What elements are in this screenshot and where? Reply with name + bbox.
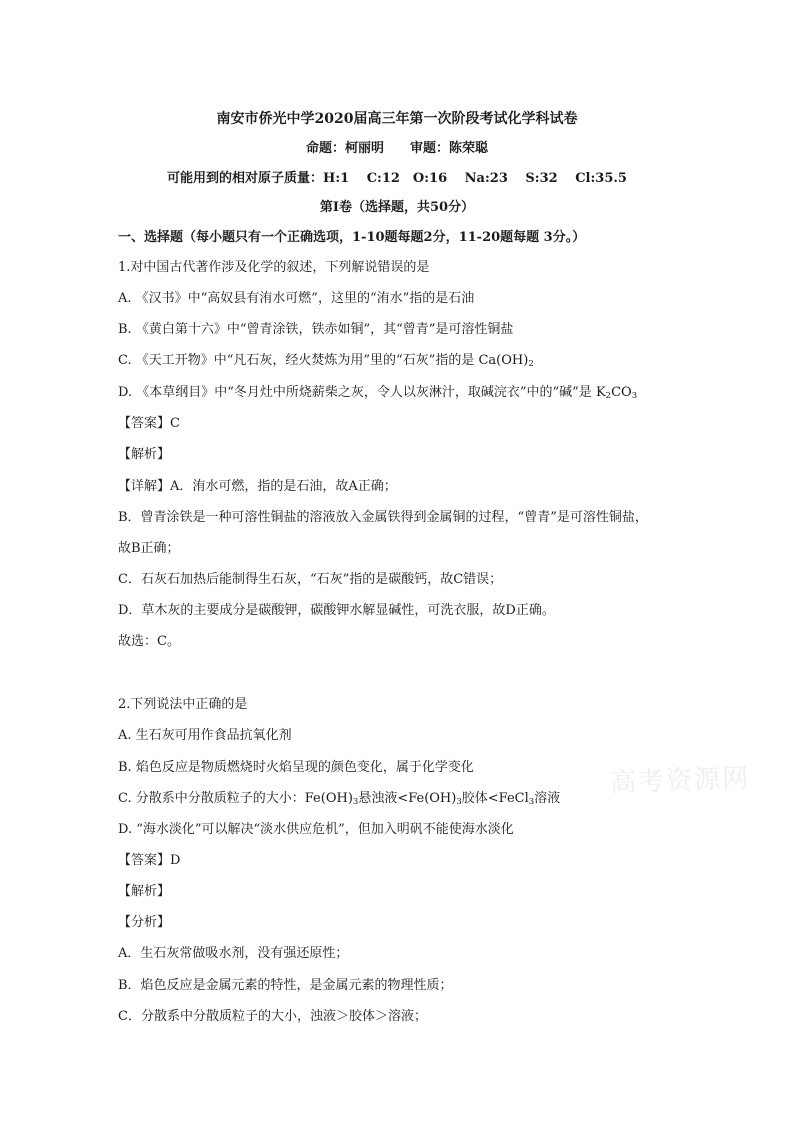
volume-heading: 第Ⅰ卷（选择题，共50分）: [319, 200, 475, 215]
q1-choice: 故选：C。: [118, 634, 180, 649]
q2-option-c-mid2: 胶体<FeCl: [461, 791, 529, 806]
q1-stem: 1.对中国古代著作涉及化学的叙述，下列解说错误的是: [118, 260, 430, 275]
q1-detail-c: C．石灰石加热后能制得生石灰，“石灰”指的是碳酸钙，故C错误；: [118, 572, 503, 587]
q1-option-d-sub2: 3: [631, 391, 638, 401]
authors-line: 命题：柯丽明 审题：陈荣聪: [305, 141, 488, 156]
q2-option-c-sub1: 3: [352, 797, 359, 807]
q2-option-c: [118, 790, 560, 811]
q2-option-b: B. 焰色反应是物质燃烧时火焰呈现的颜色变化，属于化学变化: [118, 760, 474, 775]
q2-option-c-text: C. 分散系中分散质粒子的大小：Fe(OH): [118, 791, 353, 806]
q2-option-c-end: 溶液: [534, 791, 561, 806]
watermark: 高考资源网: [609, 763, 751, 799]
exam-title: 南安市侨光中学2020届高三年第一次阶段考试化学科试卷: [216, 111, 578, 127]
q1-option-c-sub: 2: [528, 359, 534, 369]
q1-option-c: [118, 352, 534, 373]
q2-option-c-sub3: 3: [528, 797, 535, 807]
q1-analysis-label: 【解析】: [118, 447, 171, 462]
q2-note-c: C．分散系中分散质粒子的大小，浊液＞胶体＞溶液；: [118, 1009, 427, 1024]
section-heading: 一、选择题（每小题只有一个正确选项，1-10题每题2分，11-20题每题 3分。）: [118, 230, 586, 245]
q2-option-a: A. 生石灰可用作食品抗氧化剂: [118, 728, 292, 743]
q1-detail-d: D．草木灰的主要成分是碳酸钾，碳酸钾水解显碱性，可洗衣服，故D正确。: [118, 603, 555, 618]
q2-answer: 【答案】D: [118, 853, 181, 868]
q1-detail-b1: B．曾青涂铁是一种可溶性铜盐的溶液放入金属铁得到金属铜的过程，“曾青”是可溶性铜盐，: [118, 510, 648, 525]
q2-fenxi-label: 【分析】: [118, 915, 171, 930]
q2-option-c-sub2: 3: [456, 797, 462, 807]
q2-note-a: A．生石灰常做吸水剂，没有强还原性；: [118, 946, 349, 961]
q1-option-b: B. 《黄白第十六》中“曾青涂铁，铁赤如铜”，其“曾青”是可溶性铜盐: [118, 322, 514, 337]
q1-detail-a: 【详解】A．洧水可燃，指的是石油，故A正确；: [118, 479, 397, 494]
q2-option-d: D. “海水淡化”可以解决“淡水供应危机”，但加入明矾不能使海水淡化: [118, 822, 514, 837]
q1-option-d: [118, 384, 637, 405]
q1-detail-b2: 故B正确；: [118, 541, 180, 556]
q2-stem: 2.下列说法中正确的是: [118, 697, 248, 712]
q1-option-d-mid: CO: [611, 385, 632, 400]
q1-option-d-text: D. 《本草纲目》中“冬月灶中所烧薪柴之灰，令人以灰淋汁，取碱浣衣”中的“碱”是 K: [118, 385, 606, 400]
q2-analysis-label: 【解析】: [118, 884, 171, 899]
q1-option-c-text: C. 《天工开物》中“凡石灰，经火焚炼为用”里的“石灰”指的是 Ca(OH): [118, 353, 529, 368]
q1-answer: 【答案】C: [118, 416, 180, 431]
q1-option-d-sub1: 2: [605, 391, 612, 401]
atomic-masses: 可能用到的相对原子质量：H:1 C:12 O:16 Na:23 S:32 Cl:35.5: [167, 171, 627, 186]
q1-option-a: A. 《汉书》中“高奴县有洧水可燃”，这里的“洧水”指的是石油: [118, 291, 475, 306]
q2-option-c-mid1: 悬浊液<Fe(OH): [358, 791, 457, 806]
q2-note-b: B．焰色反应是金属元素的特性，是金属元素的物理性质；: [118, 978, 453, 993]
